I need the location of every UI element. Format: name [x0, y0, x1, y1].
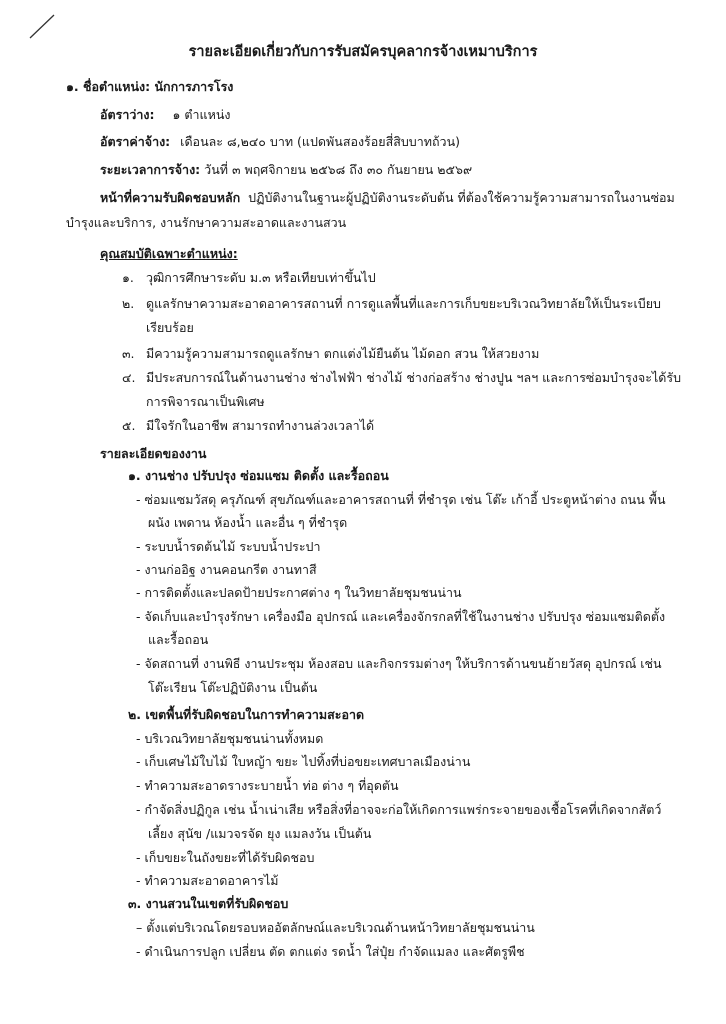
job-item: - ทำความสะอาดรางระบายน้ำ ท่อ ต่าง ๆ ที่อุดตัน	[136, 778, 399, 793]
qualification-text: ดูแลรักษาความสะอาดอาคารสถานที่ การดูแลพื้นที่และการเก็บขยะบริเวณวิทยาลัยให้เป็นระเบียบ	[146, 296, 661, 311]
job-section-title: ๑. งานช่าง ปรับปรุง ซ่อมแซม ติดตั้ง และรื้อถอน	[128, 468, 389, 483]
duties-label: หน้าที่ความรับผิดชอบหลัก	[100, 190, 241, 205]
job-item-cont: ผนัง เพดาน ห้องน้ำ และอื่น ๆ ที่ชำรุด	[148, 515, 348, 530]
qualification-number: ๑.	[122, 270, 134, 285]
job-item-cont: และรื้อถอน	[148, 632, 209, 647]
position-label: ชื่อตำแหน่ง:	[83, 79, 151, 94]
wage-line	[100, 134, 460, 150]
document-title: รายละเอียดเกี่ยวกับการรับสมัครบุคลากรจ้างเหมาบริการ	[188, 44, 538, 60]
qualification-text: วุฒิการศึกษาระดับ ม.๓ หรือเทียบเท่าขึ้นไป	[146, 270, 376, 285]
qualification-text: มีใจรักในอาชีพ สามารถทำงานล่วงเวลาได้	[146, 418, 375, 433]
job-section-title: ๓. งานสวนในเขตที่รับผิดชอบ	[128, 896, 289, 911]
job-item: - ซ่อมแซมวัสดุ ครุภัณฑ์ สุขภัณฑ์และอาคารสถานที่ ที่ชำรุด เช่น โต๊ะ เก้าอี้ ประตูหน้าต่าง ถนน พื้น	[136, 492, 666, 507]
period-value: วันที่ ๓ พฤศจิกายน ๒๕๖๘ ถึง ๓๐ กันยายน ๒๕๖๙	[204, 162, 473, 177]
qualification-number: ๓.	[122, 346, 135, 361]
vacancy-line	[100, 107, 230, 123]
job-item: - ทำความสะอาดอาคารไม้	[136, 873, 279, 888]
position-line	[66, 79, 233, 95]
qualification-text: มีความรู้ความสามารถดูแลรักษา ตกแต่งไม้ยืนต้น ไม้ดอก สวน ให้สวยงาม	[146, 346, 540, 361]
period-label: ระยะเวลาการจ้าง:	[100, 162, 201, 177]
duties-text-1: ปฏิบัติงานในฐานะผู้ปฏิบัติงานระดับต้น ที่ต้องใช้ความรู้ความสามารถในงานซ่อม	[248, 190, 675, 205]
job-details-heading: รายละเอียดของงาน	[100, 446, 207, 461]
position-value: นักการภารโรง	[154, 79, 234, 94]
position-number: ๑.	[66, 79, 79, 94]
job-item-cont: โต๊ะเรียน โต๊ะปฏิบัติงาน เป็นต้น	[148, 680, 318, 695]
job-item: - ดำเนินการปลูก เปลี่ยน ตัด ตกแต่ง รดน้ำ ใส่ปุ๋ย กำจัดแมลง และศัตรูพืช	[136, 944, 525, 959]
job-item: - เก็บขยะในถังขยะที่ได้รับผิดชอบ	[136, 850, 315, 865]
wage-value: เดือนละ ๘,๒๔๐ บาท (แปดพันสองร้อยสี่สิบบาทถ้วน)	[180, 134, 460, 149]
duties-text-2: บำรุงและบริการ, งานรักษาความสะอาดและงานสวน	[66, 215, 347, 230]
wage-label: อัตราค่าจ้าง:	[100, 134, 171, 149]
qualification-text-cont: การพิจารณาเป็นพิเศษ	[146, 394, 265, 409]
qualification-text: มีประสบการณ์ในด้านงานช่าง ช่างไฟฟ้า ช่างไม้ ช่างก่อสร้าง ช่างปูน ฯลฯ และการซ่อมบำรุงจะได้รับ	[146, 370, 682, 385]
qualification-text-cont: เรียบร้อย	[146, 320, 194, 335]
job-item: - งานก่ออิฐ งานคอนกรีต งานทาสี	[136, 562, 317, 577]
vacancy-label: อัตราว่าง:	[100, 107, 155, 122]
job-item-cont: เลี้ยง สุนัข /แมวจรจัด ยุง แมลงวัน เป็นต้น	[148, 826, 372, 841]
qualification-number: ๔.	[122, 370, 136, 385]
job-item: - จัดเก็บและบำรุงรักษา เครื่องมือ อุปกรณ์ และเครื่องจักรกลที่ใช้ในงานช่าง ปรับปรุง ซ่อมแซมติดตั้ง	[136, 609, 666, 624]
qualification-number: ๕.	[122, 418, 136, 433]
job-item: - จัดสถานที่ งานพิธี งานประชุม ห้องสอบ และกิจกรรมต่างๆ ให้บริการด้านขนย้ายวัสดุ อุปกรณ์ เช่น	[136, 656, 662, 671]
job-item: - การติดตั้งและปลดป้ายประกาศต่าง ๆ ในวิทยาลัยชุมชนน่าน	[136, 585, 462, 600]
job-item: – ตั้งแต่บริเวณโดยรอบหออัตลักษณ์และบริเวณด้านหน้าวิทยาลัยชุมชนน่าน	[136, 920, 535, 935]
qualifications-heading: คุณสมบัติเฉพาะตำแหน่ง:	[100, 246, 238, 261]
vacancy-value: ๑ ตำแหน่ง	[172, 107, 231, 122]
qualification-number: ๒.	[122, 296, 135, 311]
period-line	[100, 162, 472, 178]
job-item: - ระบบน้ำรดต้นไม้ ระบบน้ำประปา	[136, 539, 321, 554]
job-item: - บริเวณวิทยาลัยชุมชนน่านทั้งหมด	[136, 731, 324, 746]
job-item: - กำจัดสิ่งปฏิกูล เช่น น้ำเน่าเสีย หรือสิ่งที่อาจจะก่อให้เกิดการแพร่กระจายของเชื้อโรคที่เกิดจากสัตว์	[136, 802, 662, 817]
job-section-title: ๒. เขตพื้นที่รับผิดชอบในการทำความสะอาด	[128, 707, 365, 722]
job-item: - เก็บเศษไม้ใบไม้ ใบหญ้า ขยะ ไปทิ้งที่บ่อขยะเทศบาลเมืองน่าน	[136, 754, 471, 769]
pen-stroke-mark	[28, 12, 56, 40]
duties-line-1	[100, 190, 675, 206]
